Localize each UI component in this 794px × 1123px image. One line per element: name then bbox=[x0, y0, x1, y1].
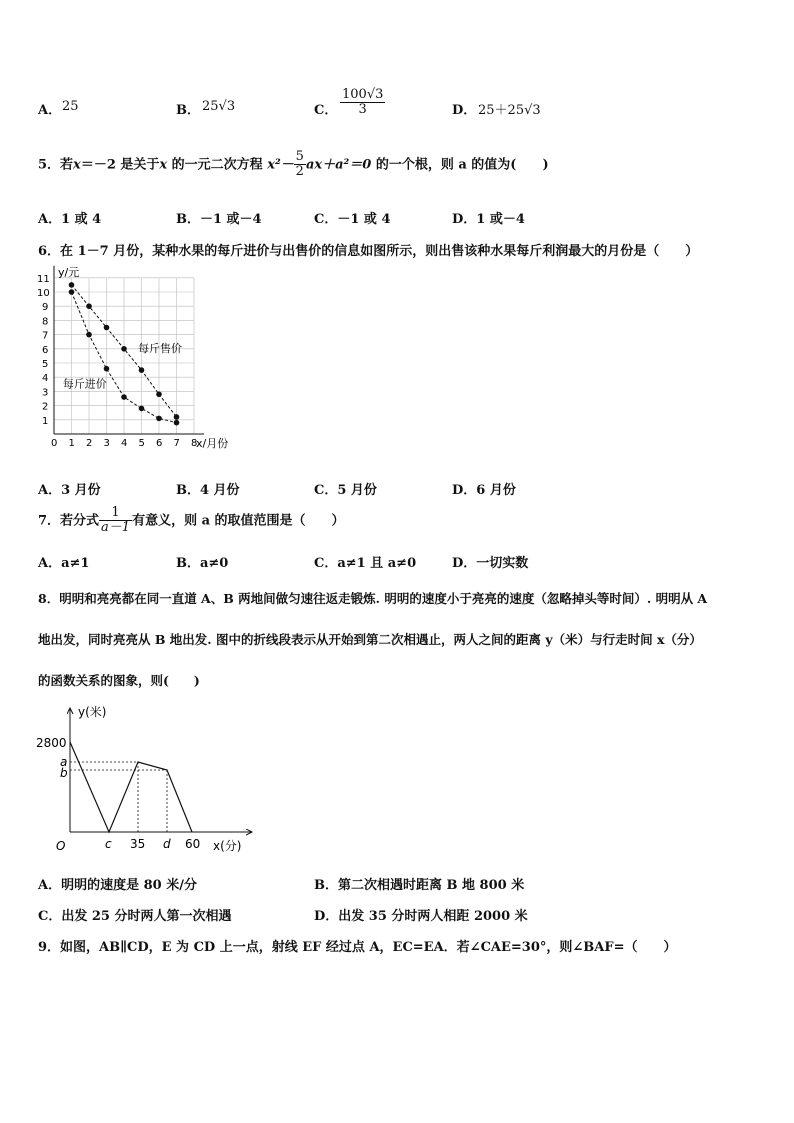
q8-option-b: B．第二次相遇时距离 B 地 800 米 bbox=[314, 878, 525, 893]
q7-suffix: 有意义，则 a 的取值范围是（ ） bbox=[132, 513, 345, 529]
q8-stem-line-1: 8．明明和亮亮都在同一直道 A、B 两地间做匀速往返走锻炼. 明明的速度小于亮亮的速度（忽略掉头等时间）. 明明从 A bbox=[38, 591, 708, 606]
y-tick-label: 6 bbox=[42, 344, 49, 356]
q5-frac-num: 5 bbox=[295, 149, 304, 164]
data-point bbox=[139, 406, 145, 412]
q4-option-c-denominator: 3 bbox=[358, 102, 367, 118]
data-point bbox=[121, 394, 127, 400]
q8-stem-line-3: 的函数关系的图象，则( ) bbox=[38, 673, 200, 688]
q8-option-a: A．明明的速度是 80 米/分 bbox=[38, 878, 197, 893]
q5-var-x: x bbox=[73, 157, 81, 173]
data-point bbox=[174, 420, 180, 426]
series-label-cost-price: 每斤进价 bbox=[62, 377, 107, 391]
q4-option-a-label: A． bbox=[38, 103, 62, 118]
data-point bbox=[86, 303, 92, 309]
q7-frac-den: a－1 bbox=[101, 520, 131, 536]
q5-fraction bbox=[294, 150, 306, 180]
y-tick-label: 10 bbox=[37, 288, 50, 299]
q8-graph bbox=[30, 700, 260, 860]
data-point bbox=[104, 325, 110, 331]
x-tick-label: 3 bbox=[103, 438, 110, 449]
data-point bbox=[139, 367, 145, 373]
q5-stem bbox=[38, 150, 549, 180]
y-tick-label: 7 bbox=[42, 330, 49, 342]
q9-stem: 9．如图，AB∥CD，E 为 CD 上一点，射线 EF 经过点 A，EC=EA．若∠CAE=30°，则∠BAF=（ ） bbox=[38, 940, 677, 955]
y-tick-label: 5 bbox=[42, 359, 49, 370]
q8-distance-polyline bbox=[70, 742, 192, 832]
q5-eq-left: x²－ bbox=[267, 157, 294, 173]
q4-option-c-label: C． bbox=[314, 103, 338, 118]
data-point bbox=[86, 332, 92, 338]
series-label-sale-price: 每斤售价 bbox=[138, 341, 182, 355]
x-axis-label: x/月份 bbox=[196, 437, 229, 450]
q7-option-c: C．a≠1 且 a≠0 bbox=[314, 556, 417, 571]
y-tick-label: 11 bbox=[37, 273, 50, 285]
q8-y-tick-a: a bbox=[60, 755, 68, 769]
y-tick-label: 1 bbox=[42, 415, 49, 427]
data-point bbox=[104, 366, 110, 372]
q5-option-d: D．1 或－4 bbox=[452, 212, 525, 227]
q6-option-d: D．6 月份 bbox=[452, 483, 516, 498]
q4-option-b-label: B． bbox=[176, 103, 200, 118]
y-tick-label: 2 bbox=[42, 401, 49, 413]
y-tick-label: 9 bbox=[42, 302, 49, 314]
x-tick-label: 8 bbox=[191, 438, 198, 449]
q5-frac-den: 2 bbox=[295, 164, 304, 180]
q7-fraction bbox=[99, 506, 132, 536]
q7-option-b: B．a≠0 bbox=[176, 556, 229, 571]
q4-option-c-fraction bbox=[340, 88, 385, 118]
q5-mid: 的一元二次方程 bbox=[167, 157, 268, 173]
q7-frac-num: 1 bbox=[99, 506, 132, 521]
q8-x-axis-label: x(分) bbox=[213, 839, 242, 853]
q8-x-tick-c: c bbox=[105, 837, 112, 851]
x-tick-label: 1 bbox=[68, 438, 75, 449]
x-tick-label: 5 bbox=[138, 438, 145, 449]
q8-origin-label: O bbox=[56, 839, 66, 853]
x-tick-label: 2 bbox=[86, 438, 93, 449]
q4-option-d-value: 25＋25√3 bbox=[478, 103, 541, 118]
y-tick-label: 4 bbox=[42, 373, 49, 385]
q6-chart bbox=[30, 262, 260, 472]
x-tick-label: 4 bbox=[121, 438, 128, 449]
x-tick-label: 6 bbox=[156, 438, 163, 449]
q5-option-c: C．－1 或 4 bbox=[314, 212, 391, 227]
q5-option-a: A．1 或 4 bbox=[38, 212, 102, 227]
q6-option-a: A．3 月份 bbox=[38, 483, 101, 498]
q8-y-tick-2800: 2800 bbox=[36, 736, 67, 750]
q8-y-axis-label: y(米) bbox=[78, 705, 107, 719]
q7-stem bbox=[38, 506, 345, 536]
q8-y-tick-b: b bbox=[60, 766, 68, 780]
q8-x-tick-35: 35 bbox=[130, 837, 146, 851]
q5-prefix: 5．若 bbox=[38, 157, 74, 173]
x-tick-label: 7 bbox=[173, 438, 180, 449]
data-point bbox=[156, 391, 162, 397]
data-point bbox=[69, 289, 75, 295]
q7-option-d: D．一切实数 bbox=[452, 556, 529, 571]
q4-option-c-numerator: 100√3 bbox=[342, 87, 384, 102]
data-point bbox=[174, 414, 180, 420]
data-point bbox=[156, 416, 162, 422]
q8-x-tick-60: 60 bbox=[185, 837, 201, 851]
q6-option-b: B．4 月份 bbox=[176, 483, 240, 498]
q8-x-tick-d: d bbox=[163, 837, 171, 851]
q8-option-d: D．出发 35 分时两人相距 2000 米 bbox=[314, 909, 528, 924]
x-tick-label: 0 bbox=[51, 438, 58, 449]
q5-condition: ＝－2 是关于 bbox=[80, 157, 160, 173]
q7-prefix: 7．若分式 bbox=[38, 513, 100, 529]
q4-option-d-label: D． bbox=[452, 103, 477, 118]
q6-stem: 6．在 1－7 月份，某种水果的每斤进价与出售价的信息如图所示，则出售该种水果每斤利润最大的月份是（ ） bbox=[38, 244, 699, 259]
y-tick-label: 8 bbox=[42, 316, 49, 328]
q5-option-b: B．－1 或－4 bbox=[176, 212, 262, 227]
q8-option-c: C．出发 25 分时两人第一次相遇 bbox=[38, 909, 232, 924]
q4-option-a-value: 25 bbox=[62, 99, 79, 114]
q6-option-c: C．5 月份 bbox=[314, 483, 377, 498]
data-point bbox=[69, 282, 75, 288]
q5-eq-right: ax＋a²＝0 bbox=[305, 157, 372, 173]
q5-suffix: 的一个根，则 a 的值为( ) bbox=[371, 157, 549, 173]
y-tick-label: 3 bbox=[42, 387, 49, 399]
data-point bbox=[121, 346, 127, 352]
q7-option-a: A．a≠1 bbox=[38, 556, 90, 571]
q5-var-x-2: x bbox=[159, 157, 168, 173]
q8-stem-line-2: 地出发，同时亮亮从 B 地出发. 图中的折线段表示从开始到第二次相遇止，两人之间的距离 y（米）与行走时间 x（分） bbox=[38, 632, 702, 647]
q4-option-b-value: 25√3 bbox=[202, 99, 236, 114]
y-axis-label: y/元 bbox=[58, 265, 80, 279]
